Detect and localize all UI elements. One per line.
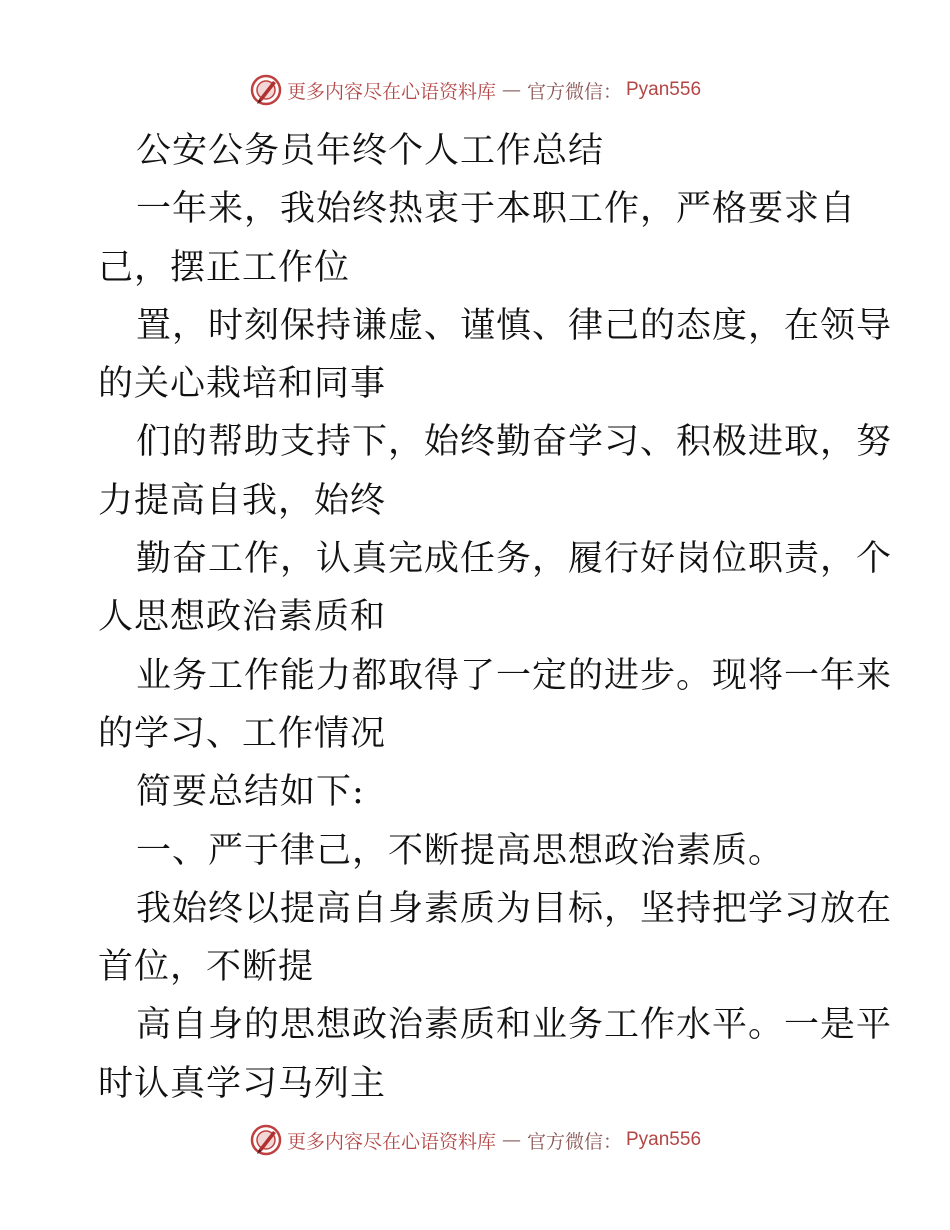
document-title: 公安公务员年终个人工作总结 [136, 131, 605, 171]
text-line: 一、严于律己，不断提高思想政治素质。 [136, 830, 785, 871]
wechat-label: 官方微信： [526, 1130, 622, 1153]
text-line: 一年来，我始终热衷于本职工作，严格要求自 [136, 189, 857, 230]
footer-watermark [0, 1120, 950, 1160]
promo-text: 更多内容尽在心语资料库 [286, 1130, 496, 1153]
promo-text: 更多内容尽在心语资料库 [286, 80, 496, 103]
separator: — [501, 79, 521, 101]
text-line: 的学习、工作情况 [98, 713, 387, 754]
pen-logo-icon [249, 1123, 283, 1157]
text-line: 己，摆正工作位 [98, 247, 351, 288]
text-line: 力提高自我，始终 [98, 480, 387, 521]
text-line: 置，时刻保持谦虚、谨慎、律己的态度，在领导 [136, 305, 893, 346]
text-line: 的关心栽培和同事 [98, 364, 387, 405]
text-line: 们的帮助支持下，始终勤奋学习、积极进取，努 [136, 422, 893, 463]
header-watermark [0, 70, 950, 110]
text-line: 简要总结如下: [136, 772, 365, 813]
text-line: 勤奋工作，认真完成任务，履行好岗位职责，个 [136, 539, 893, 580]
text-line: 业务工作能力都取得了一定的进步。现将一年来 [136, 655, 893, 696]
text-line: 高自身的思想政治素质和业务工作水平。一是平 [136, 1005, 893, 1046]
pen-logo-icon [249, 73, 283, 107]
separator: — [501, 1129, 521, 1151]
text-line: 时认真学习马列主 [98, 1063, 387, 1104]
text-line: 首位，不断提 [98, 947, 315, 988]
wechat-id: Pyan556 [626, 1129, 702, 1150]
wechat-label: 官方微信： [526, 80, 622, 103]
text-line: 人思想政治素质和 [98, 597, 387, 638]
wechat-id: Pyan556 [626, 79, 702, 100]
text-line: 我始终以提高自身素质为目标，坚持把学习放在 [136, 888, 893, 929]
document-body [98, 122, 893, 1113]
